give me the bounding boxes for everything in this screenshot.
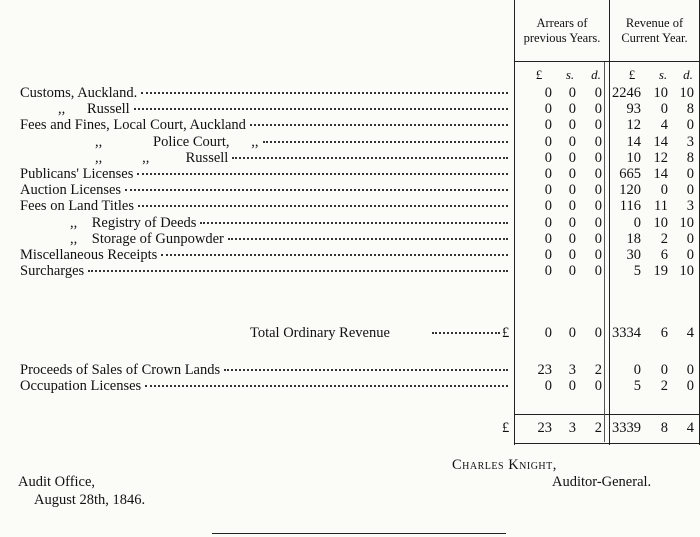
- amount-cell: 0: [544, 166, 552, 182]
- leader-dots: [125, 187, 508, 191]
- amount-cell: 4: [660, 117, 668, 134]
- amount-cell: 3339: [612, 420, 641, 436]
- amount-cell: 665: [619, 166, 641, 182]
- amount-cell: 0: [686, 182, 694, 199]
- amount-cell: 2: [660, 230, 668, 247]
- amount-cell: 0: [544, 325, 552, 341]
- amount-cell: 0: [660, 362, 668, 378]
- row-label: Surcharges: [20, 263, 85, 280]
- total-rule-bottom: [514, 443, 700, 444]
- amount-cell: 0: [568, 101, 576, 118]
- amount-cell: 10: [679, 85, 694, 101]
- amount-cell: 0: [686, 230, 694, 247]
- amount-cell: 8: [686, 101, 694, 118]
- total-ordinary-row: [0, 325, 700, 341]
- amount-cell: 0: [594, 149, 602, 166]
- row-label: Fees on Land Titles: [20, 198, 134, 215]
- amount-cell: 0: [686, 378, 694, 394]
- amount-cell: 0: [568, 166, 576, 182]
- amount-cell: 0: [594, 263, 602, 280]
- amount-cell: 0: [544, 85, 552, 101]
- amount-cell: 0: [568, 230, 576, 247]
- amount-cell: 0: [686, 247, 694, 263]
- amount-cell: 10: [653, 214, 668, 231]
- amount-cell: 0: [544, 263, 552, 280]
- amount-cell: 23: [537, 420, 552, 436]
- amount-cell: 4: [686, 325, 694, 341]
- amount-cell: 0: [686, 362, 694, 378]
- amount-cell: 0: [568, 214, 576, 231]
- amount-cell: 3: [568, 362, 576, 378]
- unit-pounds-revenue: £: [628, 67, 636, 82]
- amount-cell: 116: [619, 198, 641, 215]
- amount-cell: 12: [653, 149, 668, 166]
- row-label: Customs, Auckland.: [20, 85, 138, 101]
- amount-cell: 0: [568, 117, 576, 134]
- amount-cell: 30: [626, 247, 641, 263]
- signature-name: Charles Knight,: [452, 457, 557, 473]
- amount-cell: 2: [594, 362, 602, 378]
- leader-dots: [88, 268, 508, 272]
- amount-cell: 0: [594, 117, 602, 134]
- amount-cell: 8: [686, 149, 694, 166]
- amount-cell: 0: [568, 263, 576, 280]
- amount-cell: 3334: [612, 325, 641, 341]
- leader-dots: [224, 367, 508, 371]
- leader-dots: [228, 236, 508, 240]
- amount-cell: 0: [660, 101, 668, 118]
- total-ordinary-currency: £: [502, 325, 510, 341]
- amount-cell: 0: [544, 230, 552, 247]
- table-row: [0, 378, 700, 394]
- row-label: ,, Registry of Deeds: [70, 214, 197, 231]
- leader-dots: [263, 139, 508, 143]
- amount-cell: 0: [594, 198, 602, 215]
- amount-cell: 0: [594, 378, 602, 394]
- leader-dots: [200, 220, 508, 224]
- amount-cell: 11: [654, 198, 668, 215]
- leader-dots: [145, 383, 508, 387]
- amount-cell: 0: [568, 198, 576, 215]
- table-row: [0, 362, 700, 378]
- amount-cell: 6: [660, 325, 668, 341]
- amount-cell: 8: [660, 420, 668, 436]
- amount-cell: 0: [544, 133, 552, 150]
- amount-cell: 0: [633, 362, 641, 378]
- table-row: [0, 150, 700, 166]
- row-label: ,, Storage of Gunpowder: [70, 230, 224, 247]
- row-label: ,, ,, Russell: [95, 149, 229, 166]
- row-label: Fees and Fines, Local Court, Auckland: [20, 117, 246, 134]
- grand-total-row: [0, 420, 700, 436]
- unit-shillings-revenue: s.: [658, 67, 668, 82]
- amount-cell: 3: [686, 198, 694, 215]
- row-label: Publicans' Licenses: [20, 166, 134, 182]
- amount-cell: 23: [537, 362, 552, 378]
- row-label: Auction Licenses: [20, 182, 122, 199]
- grand-total-currency: £: [502, 420, 510, 436]
- amount-cell: 0: [594, 85, 602, 101]
- unit-pence-revenue: d.: [683, 67, 693, 82]
- amount-cell: 0: [544, 117, 552, 134]
- amount-cell: 93: [626, 101, 641, 118]
- amount-cell: 5: [633, 378, 641, 394]
- amount-cell: 0: [544, 198, 552, 215]
- table-row: [0, 117, 700, 133]
- audit-office: Audit Office,: [18, 474, 96, 490]
- amount-cell: 10: [679, 263, 694, 280]
- amount-cell: 120: [619, 182, 641, 199]
- amount-cell: 2246: [612, 85, 641, 101]
- row-label: Miscellaneous Receipts: [20, 247, 158, 263]
- amount-cell: 0: [594, 133, 602, 150]
- leader-dots: [141, 90, 508, 94]
- amount-cell: 0: [660, 182, 668, 199]
- amount-cell: 2: [594, 420, 602, 436]
- signature-title: Auditor-General.: [552, 474, 652, 490]
- amount-cell: 0: [594, 182, 602, 199]
- unit-pence-arrears: d.: [591, 67, 601, 82]
- amount-cell: 0: [568, 149, 576, 166]
- amount-cell: 2: [660, 378, 668, 394]
- amount-cell: 6: [660, 247, 668, 263]
- amount-cell: 0: [686, 166, 694, 182]
- amount-cell: 0: [594, 166, 602, 182]
- amount-cell: 0: [686, 117, 694, 134]
- amount-cell: 0: [568, 182, 576, 199]
- amount-cell: 0: [544, 182, 552, 199]
- amount-cell: 14: [626, 133, 641, 150]
- amount-cell: 0: [568, 378, 576, 394]
- amount-cell: 10: [626, 149, 641, 166]
- unit-pounds-arrears: £: [535, 67, 543, 82]
- amount-cell: 18: [626, 230, 641, 247]
- amount-cell: 0: [544, 101, 552, 118]
- amount-cell: 0: [594, 325, 602, 341]
- amount-cell: 4: [686, 420, 694, 436]
- amount-cell: 0: [544, 378, 552, 394]
- table-row: [0, 231, 700, 247]
- amount-cell: 12: [626, 117, 641, 134]
- amount-cell: 0: [633, 214, 641, 231]
- amount-cell: 10: [679, 214, 694, 231]
- table-row: [0, 247, 700, 263]
- revenue-header: Revenue of Current Year.: [621, 16, 688, 45]
- table-row: [0, 263, 700, 279]
- amount-cell: 10: [653, 85, 668, 101]
- amount-cell: 14: [653, 166, 668, 182]
- row-label: ,, Russell: [58, 101, 130, 118]
- leader-dots: [161, 252, 508, 256]
- amount-cell: 0: [594, 230, 602, 247]
- amount-cell: 0: [568, 247, 576, 263]
- amount-cell: 19: [653, 263, 668, 280]
- total-rule-top: [514, 414, 700, 415]
- amount-cell: 3: [686, 133, 694, 150]
- table-row: [0, 198, 700, 214]
- leader-dots: [232, 155, 508, 159]
- leader-dots: [250, 122, 508, 126]
- table-row: [0, 134, 700, 150]
- closing-rule: [212, 533, 506, 534]
- audit-date: August 28th, 1846.: [34, 492, 146, 508]
- amount-cell: 0: [568, 133, 576, 150]
- table-row: [0, 215, 700, 231]
- table-row: [0, 182, 700, 198]
- header-rule: [514, 61, 700, 62]
- leader-dots: [432, 330, 500, 334]
- amount-cell: 14: [653, 133, 668, 150]
- amount-cell: 0: [544, 214, 552, 231]
- amount-cell: 0: [568, 325, 576, 341]
- amount-cell: 0: [594, 101, 602, 118]
- row-label: Occupation Licenses: [20, 378, 142, 394]
- amount-cell: 0: [544, 149, 552, 166]
- table-row: [0, 166, 700, 182]
- total-ordinary-label: Total Ordinary Revenue: [250, 325, 390, 341]
- amount-cell: 0: [594, 247, 602, 263]
- leader-dots: [137, 171, 508, 175]
- row-label: ,, Police Court, ,,: [95, 133, 259, 150]
- amount-cell: 0: [594, 214, 602, 231]
- leader-dots: [134, 106, 508, 110]
- amount-cell: 0: [568, 85, 576, 101]
- arrears-header: Arrears of previous Years.: [523, 16, 601, 45]
- amount-cell: 0: [544, 247, 552, 263]
- amount-cell: 3: [568, 420, 576, 436]
- unit-shillings-arrears: s.: [565, 67, 575, 82]
- leader-dots: [138, 203, 508, 207]
- table-row: [0, 101, 700, 117]
- row-label: Proceeds of Sales of Crown Lands: [20, 362, 221, 378]
- table-row: [0, 85, 700, 101]
- amount-cell: 5: [633, 263, 641, 280]
